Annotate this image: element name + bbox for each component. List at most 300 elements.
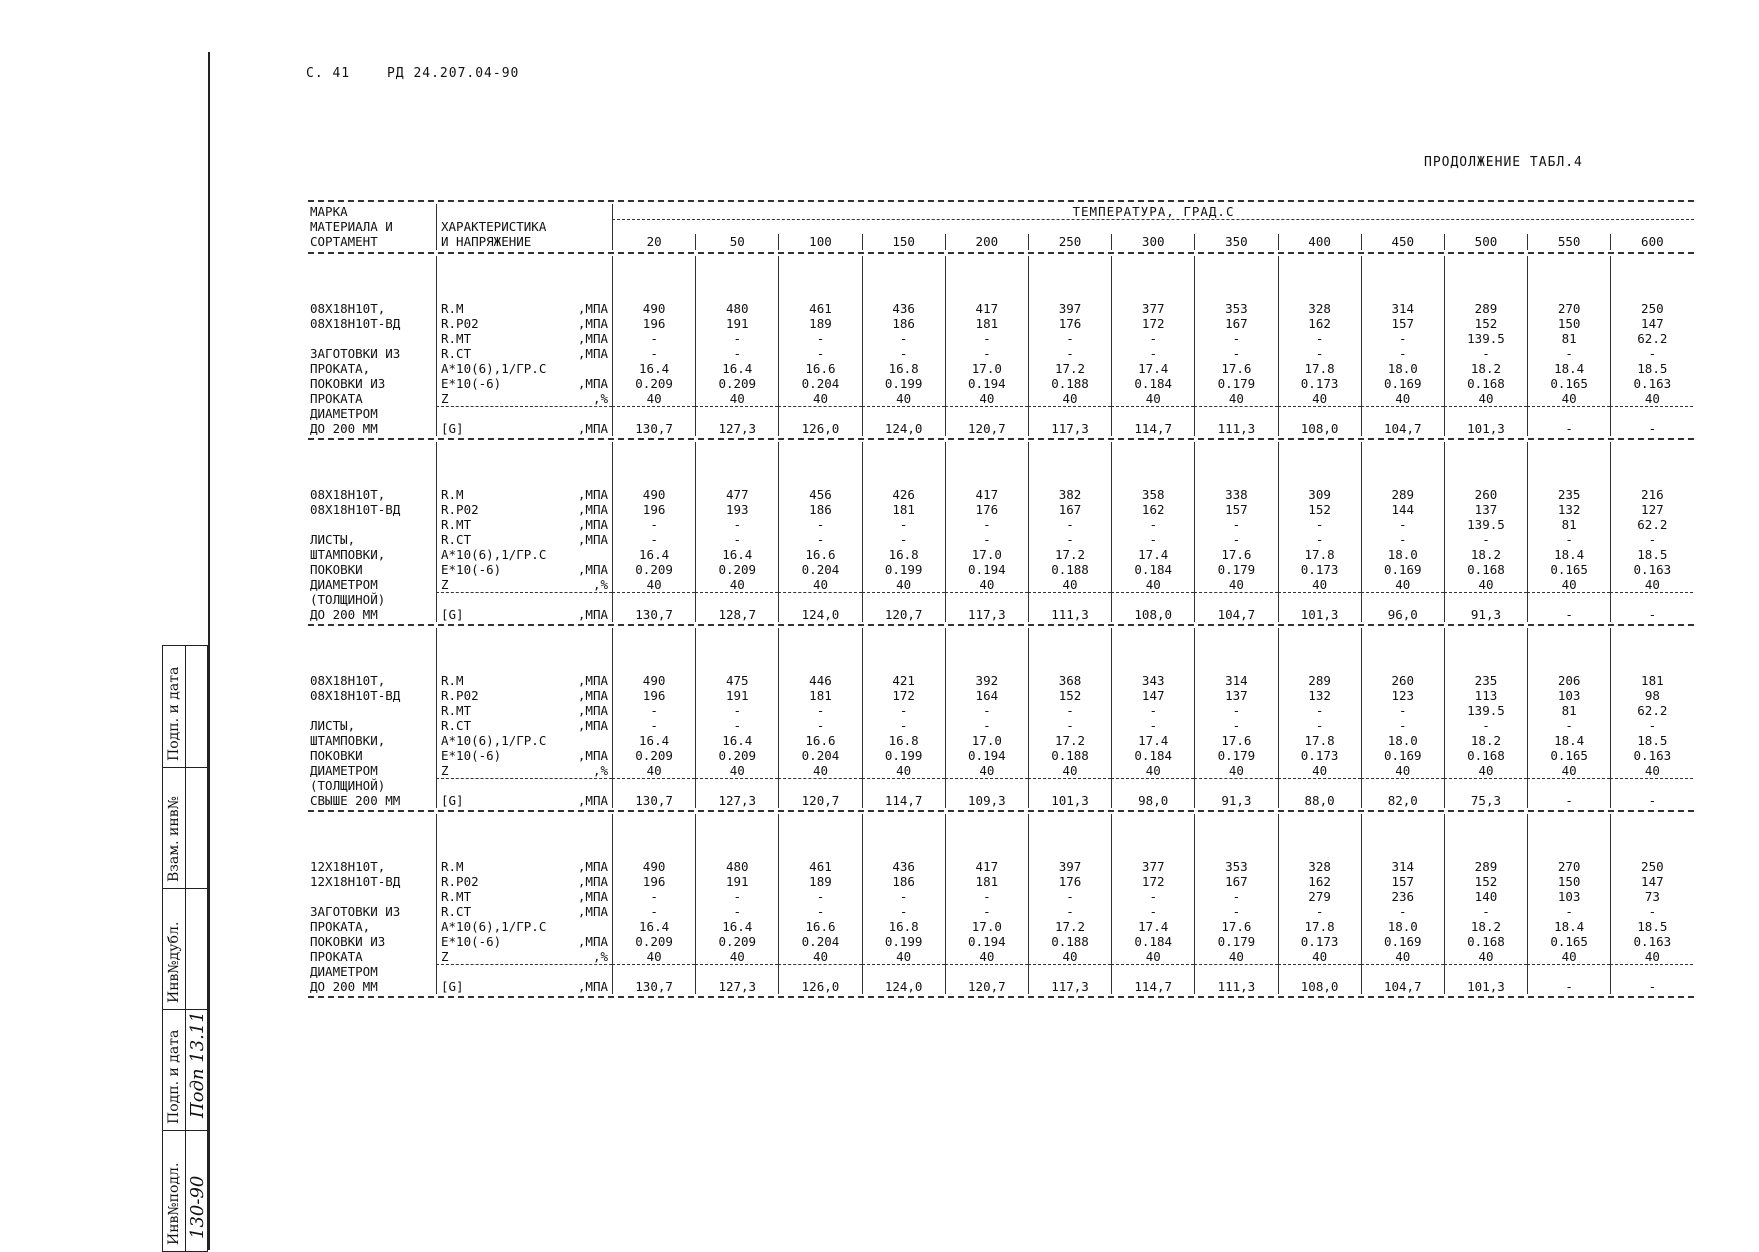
value-cell: - bbox=[612, 718, 695, 733]
char-cell bbox=[436, 964, 612, 979]
characteristic-unit: ,МПА bbox=[577, 859, 608, 874]
grade-label: ДО 200 ММ bbox=[310, 421, 378, 436]
value-cell: - bbox=[1028, 718, 1111, 733]
value-cell: - bbox=[1527, 421, 1610, 436]
table-row bbox=[308, 889, 1694, 904]
value-cell bbox=[1610, 406, 1693, 421]
value-cell: 436 bbox=[862, 859, 945, 874]
value-cell: - bbox=[778, 346, 861, 361]
value-cell: - bbox=[1610, 346, 1693, 361]
value-cell: 0.204 bbox=[778, 934, 861, 949]
value-cell: 147 bbox=[1610, 874, 1693, 889]
characteristic-name: R.MT bbox=[441, 331, 472, 346]
block-rule bbox=[308, 996, 1694, 998]
characteristic-cell bbox=[436, 889, 612, 904]
grade-label: ПРОКАТА, bbox=[310, 919, 371, 934]
value-cell: 0.209 bbox=[695, 934, 778, 949]
value-cell: 162 bbox=[1111, 502, 1194, 517]
value-cell: 127,3 bbox=[695, 421, 778, 436]
value-cell: 40 bbox=[1028, 577, 1111, 592]
value-cell bbox=[1278, 964, 1361, 979]
spacer-cell bbox=[862, 814, 945, 859]
value-cell: 417 bbox=[945, 301, 1028, 316]
value-cell: 62.2 bbox=[1610, 331, 1693, 346]
stamp-divider bbox=[185, 646, 186, 1251]
value-cell: 18.0 bbox=[1361, 361, 1444, 376]
value-cell: - bbox=[1111, 703, 1194, 718]
value-cell: 0.188 bbox=[1028, 562, 1111, 577]
temperature-col-600: 600 bbox=[1610, 234, 1693, 250]
value-cell: - bbox=[1527, 607, 1610, 622]
spacer-cell bbox=[436, 442, 612, 487]
value-cell: 456 bbox=[778, 487, 861, 502]
value-cell: - bbox=[945, 346, 1028, 361]
value-cell: 289 bbox=[1278, 673, 1361, 688]
grade-label: 12Х18Н10Т-ВД bbox=[310, 874, 401, 889]
block-rule bbox=[308, 624, 1694, 626]
value-cell: 40 bbox=[1111, 949, 1194, 964]
value-cell: 0.209 bbox=[695, 562, 778, 577]
spacer-cell bbox=[308, 628, 436, 673]
value-cell: 338 bbox=[1194, 487, 1277, 502]
characteristic-unit: ,МПА bbox=[577, 346, 608, 361]
characteristic-unit: ,МПА bbox=[577, 688, 608, 703]
stamp-cell-border bbox=[163, 767, 207, 768]
table-row bbox=[308, 517, 1694, 532]
value-cell bbox=[1194, 778, 1277, 793]
characteristic-cell bbox=[436, 733, 612, 748]
char-header-line: И НАПРЯЖЕНИЕ bbox=[436, 234, 612, 250]
table-row bbox=[308, 487, 1694, 502]
table-row bbox=[308, 964, 1694, 979]
table-row bbox=[308, 607, 1694, 622]
value-cell: - bbox=[612, 904, 695, 919]
value-cell: 114,7 bbox=[862, 793, 945, 808]
value-cell: - bbox=[1194, 517, 1277, 532]
value-cell: 176 bbox=[1028, 316, 1111, 331]
value-cell: 137 bbox=[1194, 688, 1277, 703]
value-cell: 117,3 bbox=[1028, 979, 1111, 994]
characteristic-name: [G] bbox=[441, 421, 464, 436]
characteristic-cell bbox=[436, 904, 612, 919]
value-cell: 40 bbox=[1194, 577, 1277, 592]
value-cell: - bbox=[695, 703, 778, 718]
spacer-cell bbox=[945, 814, 1028, 859]
value-cell: 40 bbox=[1610, 949, 1693, 964]
value-cell: - bbox=[1361, 331, 1444, 346]
value-cell: 17.0 bbox=[945, 361, 1028, 376]
value-cell: - bbox=[612, 517, 695, 532]
block-spacer bbox=[308, 442, 1694, 487]
value-cell: 17.6 bbox=[1194, 547, 1277, 562]
value-cell: 139.5 bbox=[1444, 331, 1527, 346]
grade-label: ДИАМЕТРОМ bbox=[310, 406, 378, 421]
value-cell: - bbox=[695, 718, 778, 733]
temperature-col-350: 350 bbox=[1194, 234, 1277, 250]
value-cell: 62.2 bbox=[1610, 703, 1693, 718]
value-cell: 191 bbox=[695, 316, 778, 331]
value-cell: - bbox=[945, 904, 1028, 919]
stamp-label: Подп. и дата bbox=[166, 666, 182, 761]
value-cell: 81 bbox=[1527, 517, 1610, 532]
value-cell: - bbox=[1111, 331, 1194, 346]
value-cell bbox=[612, 592, 695, 607]
grade-label: ДИАМЕТРОМ bbox=[310, 964, 378, 979]
value-cell: 120,7 bbox=[945, 979, 1028, 994]
value-cell: 162 bbox=[1278, 874, 1361, 889]
value-cell: - bbox=[778, 904, 861, 919]
temperature-header-row bbox=[308, 234, 1694, 250]
spacer-cell bbox=[1028, 442, 1111, 487]
value-cell bbox=[695, 592, 778, 607]
value-cell: 176 bbox=[1028, 874, 1111, 889]
value-cell: 117,3 bbox=[945, 607, 1028, 622]
value-cell: 0.209 bbox=[695, 376, 778, 391]
value-cell: 120,7 bbox=[945, 421, 1028, 436]
grade-label: ДИАМЕТРОМ bbox=[310, 577, 378, 592]
spacer-cell bbox=[778, 814, 861, 859]
table-row bbox=[308, 673, 1694, 688]
value-cell: 353 bbox=[1194, 859, 1277, 874]
char-header-line bbox=[436, 204, 612, 219]
value-cell: - bbox=[1194, 703, 1277, 718]
value-cell: 16.6 bbox=[778, 547, 861, 562]
value-cell: - bbox=[1278, 331, 1361, 346]
value-cell: 40 bbox=[612, 391, 695, 406]
value-cell bbox=[1028, 778, 1111, 793]
characteristic-name: Z bbox=[441, 949, 449, 964]
value-cell: 40 bbox=[945, 577, 1028, 592]
value-cell: - bbox=[1194, 904, 1277, 919]
value-cell: 260 bbox=[1361, 673, 1444, 688]
value-cell: 0.188 bbox=[1028, 376, 1111, 391]
value-cell: 103 bbox=[1527, 889, 1610, 904]
value-cell: 114,7 bbox=[1111, 979, 1194, 994]
value-cell bbox=[1361, 406, 1444, 421]
characteristic-name: A*10(6),1/ГР.С bbox=[441, 547, 547, 562]
characteristic-unit: ,% bbox=[592, 949, 608, 964]
value-cell: 113 bbox=[1444, 688, 1527, 703]
value-cell: 147 bbox=[1610, 316, 1693, 331]
temperature-col-20: 20 bbox=[612, 234, 695, 250]
table-row bbox=[308, 346, 1694, 361]
spacer-cell bbox=[862, 628, 945, 673]
value-cell: 17.8 bbox=[1278, 361, 1361, 376]
spacer-cell bbox=[1444, 442, 1527, 487]
value-cell: 98,0 bbox=[1111, 793, 1194, 808]
value-cell: - bbox=[1028, 517, 1111, 532]
value-cell: 40 bbox=[695, 949, 778, 964]
characteristic-unit: ,МПА bbox=[577, 607, 608, 622]
value-cell: 314 bbox=[1361, 859, 1444, 874]
characteristic-cell bbox=[436, 346, 612, 361]
table-row bbox=[308, 361, 1694, 376]
value-cell: - bbox=[1028, 532, 1111, 547]
characteristic-name: R.M bbox=[441, 673, 464, 688]
temperature-col-400: 400 bbox=[1278, 234, 1361, 250]
value-cell: 40 bbox=[1361, 763, 1444, 778]
value-cell: 40 bbox=[1527, 391, 1610, 406]
value-cell: 40 bbox=[695, 763, 778, 778]
value-cell: 111,3 bbox=[1028, 607, 1111, 622]
value-cell: 186 bbox=[778, 502, 861, 517]
characteristic-name: R.CT bbox=[441, 532, 472, 547]
value-cell: 0.169 bbox=[1361, 934, 1444, 949]
grade-header-line: МАРКА bbox=[310, 204, 348, 219]
value-cell: - bbox=[1194, 889, 1277, 904]
value-cell: 0.168 bbox=[1444, 748, 1527, 763]
value-cell: - bbox=[612, 532, 695, 547]
value-cell: - bbox=[612, 889, 695, 904]
value-cell bbox=[1361, 964, 1444, 979]
table-row bbox=[308, 331, 1694, 346]
grade-header-line: МАТЕРИАЛА И bbox=[310, 219, 393, 234]
value-cell: 490 bbox=[612, 301, 695, 316]
temperature-col-50: 50 bbox=[695, 234, 778, 250]
header-rule bbox=[308, 252, 1694, 254]
value-cell: 124,0 bbox=[778, 607, 861, 622]
characteristic-name: [G] bbox=[441, 979, 464, 994]
value-cell: 40 bbox=[778, 391, 861, 406]
characteristic-unit: ,МПА bbox=[577, 748, 608, 763]
value-cell: 40 bbox=[1278, 577, 1361, 592]
value-cell: 167 bbox=[1194, 874, 1277, 889]
spacer-cell bbox=[1527, 814, 1610, 859]
value-cell: 0.209 bbox=[612, 562, 695, 577]
value-cell: - bbox=[862, 517, 945, 532]
value-cell: - bbox=[778, 532, 861, 547]
characteristic-name: R.MT bbox=[441, 703, 472, 718]
value-cell: 81 bbox=[1527, 331, 1610, 346]
value-cell: - bbox=[862, 331, 945, 346]
value-cell: 0.173 bbox=[1278, 934, 1361, 949]
spacer-cell bbox=[1527, 628, 1610, 673]
value-cell: 40 bbox=[1610, 577, 1693, 592]
characteristic-cell bbox=[436, 487, 612, 502]
grade-label: ПОКОВКИ bbox=[310, 562, 363, 577]
value-cell: 0.184 bbox=[1111, 934, 1194, 949]
characteristic-cell bbox=[436, 607, 612, 622]
spacer-cell bbox=[945, 256, 1028, 301]
value-cell: 181 bbox=[945, 316, 1028, 331]
spacer-cell bbox=[1527, 442, 1610, 487]
spacer-cell bbox=[1361, 814, 1444, 859]
value-cell: 40 bbox=[778, 763, 861, 778]
spacer-cell bbox=[695, 256, 778, 301]
spacer-cell bbox=[1361, 628, 1444, 673]
value-cell: 152 bbox=[1444, 316, 1527, 331]
characteristic-name: [G] bbox=[441, 793, 464, 808]
value-cell: 18.4 bbox=[1527, 733, 1610, 748]
value-cell bbox=[1444, 406, 1527, 421]
characteristic-unit: ,МПА bbox=[577, 718, 608, 733]
value-cell: 270 bbox=[1527, 859, 1610, 874]
value-cell bbox=[1527, 592, 1610, 607]
value-cell: 137 bbox=[1444, 502, 1527, 517]
value-cell: - bbox=[1278, 718, 1361, 733]
table-row bbox=[308, 562, 1694, 577]
value-cell: - bbox=[1527, 718, 1610, 733]
table-row bbox=[308, 793, 1694, 808]
value-cell: 157 bbox=[1361, 316, 1444, 331]
value-cell: 17.4 bbox=[1111, 919, 1194, 934]
value-cell: 40 bbox=[1278, 391, 1361, 406]
grade-label: 08Х18Н10Т-ВД bbox=[310, 688, 401, 703]
value-cell: 126,0 bbox=[778, 979, 861, 994]
value-cell: 40 bbox=[1111, 391, 1194, 406]
characteristic-name: R.MT bbox=[441, 889, 472, 904]
value-cell: 0.179 bbox=[1194, 934, 1277, 949]
value-cell: 40 bbox=[1361, 949, 1444, 964]
value-cell: 162 bbox=[1278, 316, 1361, 331]
characteristic-cell bbox=[436, 577, 612, 592]
value-cell: - bbox=[862, 703, 945, 718]
value-cell: 181 bbox=[945, 874, 1028, 889]
characteristic-unit: ,МПА bbox=[577, 979, 608, 994]
block-rule bbox=[308, 810, 1694, 812]
value-cell: 18.5 bbox=[1610, 919, 1693, 934]
value-cell: - bbox=[862, 889, 945, 904]
value-cell: - bbox=[1610, 718, 1693, 733]
characteristic-name: R.P02 bbox=[441, 688, 479, 703]
value-cell: 40 bbox=[778, 949, 861, 964]
characteristic-cell bbox=[436, 874, 612, 889]
grade-label: ПОКОВКИ ИЗ bbox=[310, 934, 386, 949]
characteristic-cell bbox=[436, 934, 612, 949]
value-cell: 144 bbox=[1361, 502, 1444, 517]
value-cell: - bbox=[1028, 331, 1111, 346]
value-cell: 0.173 bbox=[1278, 376, 1361, 391]
grade-label: (ТОЛЩИНОЙ) bbox=[310, 592, 386, 607]
grade-label: ПРОКАТА bbox=[310, 949, 363, 964]
value-cell: - bbox=[1278, 517, 1361, 532]
value-cell: 40 bbox=[1527, 763, 1610, 778]
value-cell: 0.165 bbox=[1527, 562, 1610, 577]
grade-label bbox=[308, 517, 436, 532]
value-cell: 0.169 bbox=[1361, 562, 1444, 577]
value-cell: - bbox=[862, 532, 945, 547]
block-spacer bbox=[308, 814, 1694, 859]
value-cell: 392 bbox=[945, 673, 1028, 688]
value-cell: 377 bbox=[1111, 859, 1194, 874]
temperature-col-500: 500 bbox=[1444, 234, 1527, 250]
spacer-cell bbox=[1278, 814, 1361, 859]
characteristic-cell bbox=[436, 391, 612, 406]
value-cell: 18.4 bbox=[1527, 361, 1610, 376]
temperature-col-200: 200 bbox=[945, 234, 1028, 250]
value-cell: 17.2 bbox=[1028, 733, 1111, 748]
value-cell bbox=[1111, 592, 1194, 607]
value-cell: 196 bbox=[612, 688, 695, 703]
value-cell: 101,3 bbox=[1444, 979, 1527, 994]
spacer-cell bbox=[1111, 442, 1194, 487]
spacer-cell bbox=[1111, 814, 1194, 859]
value-cell: 104,7 bbox=[1194, 607, 1277, 622]
table-row bbox=[308, 904, 1694, 919]
characteristic-cell bbox=[436, 502, 612, 517]
spacer-cell bbox=[612, 814, 695, 859]
value-cell bbox=[1278, 592, 1361, 607]
value-cell: 40 bbox=[1028, 763, 1111, 778]
value-cell: 40 bbox=[862, 763, 945, 778]
value-cell: 17.0 bbox=[945, 733, 1028, 748]
value-cell: 172 bbox=[862, 688, 945, 703]
spacer-cell bbox=[1444, 814, 1527, 859]
characteristic-unit: ,МПА bbox=[577, 904, 608, 919]
value-cell: 0.209 bbox=[612, 748, 695, 763]
value-cell: 40 bbox=[1444, 577, 1527, 592]
value-cell: 120,7 bbox=[778, 793, 861, 808]
table-row bbox=[308, 874, 1694, 889]
value-cell: 40 bbox=[1194, 949, 1277, 964]
characteristic-name: R.CT bbox=[441, 904, 472, 919]
value-cell: 186 bbox=[862, 316, 945, 331]
characteristic-cell bbox=[436, 301, 612, 316]
value-cell: 40 bbox=[1361, 577, 1444, 592]
value-cell: 17.4 bbox=[1111, 361, 1194, 376]
value-cell: 150 bbox=[1527, 874, 1610, 889]
spacer-cell bbox=[1278, 442, 1361, 487]
value-cell: - bbox=[945, 532, 1028, 547]
grade-label: 08Х18Н10Т, bbox=[310, 301, 386, 316]
value-cell: 127,3 bbox=[695, 793, 778, 808]
value-cell: 40 bbox=[612, 949, 695, 964]
value-cell bbox=[1028, 964, 1111, 979]
value-cell: 114,7 bbox=[1111, 421, 1194, 436]
value-cell: 126,0 bbox=[778, 421, 861, 436]
value-cell: 40 bbox=[695, 391, 778, 406]
value-cell: 0.194 bbox=[945, 748, 1028, 763]
value-cell: - bbox=[1278, 346, 1361, 361]
value-cell: - bbox=[778, 703, 861, 718]
grade-header-line: СОРТАМЕНТ bbox=[310, 234, 378, 249]
value-cell: 17.8 bbox=[1278, 547, 1361, 562]
value-cell: 16.6 bbox=[778, 919, 861, 934]
value-cell: 164 bbox=[945, 688, 1028, 703]
spacer-cell bbox=[612, 628, 695, 673]
value-cell: 40 bbox=[1028, 391, 1111, 406]
value-cell: - bbox=[1610, 607, 1693, 622]
spacer-cell bbox=[436, 628, 612, 673]
value-cell: 18.2 bbox=[1444, 547, 1527, 562]
value-cell: 0.163 bbox=[1610, 934, 1693, 949]
value-cell: 18.2 bbox=[1444, 361, 1527, 376]
value-cell: 461 bbox=[778, 301, 861, 316]
value-cell: 40 bbox=[862, 577, 945, 592]
value-cell: 196 bbox=[612, 316, 695, 331]
value-cell: 377 bbox=[1111, 301, 1194, 316]
value-cell: - bbox=[1610, 793, 1693, 808]
value-cell: 120,7 bbox=[862, 607, 945, 622]
value-cell: 17.4 bbox=[1111, 733, 1194, 748]
value-cell: 186 bbox=[862, 874, 945, 889]
table-row bbox=[308, 703, 1694, 718]
value-cell: 123 bbox=[1361, 688, 1444, 703]
value-cell: - bbox=[862, 346, 945, 361]
value-cell: 17.0 bbox=[945, 919, 1028, 934]
value-cell: 18.2 bbox=[1444, 919, 1527, 934]
value-cell: - bbox=[778, 331, 861, 346]
value-cell: 16.4 bbox=[612, 733, 695, 748]
value-cell: - bbox=[612, 331, 695, 346]
value-cell: 40 bbox=[945, 949, 1028, 964]
stamp-label: Инв№дубл. bbox=[166, 921, 182, 1003]
value-cell: 130,7 bbox=[612, 979, 695, 994]
value-cell bbox=[695, 406, 778, 421]
value-cell: 167 bbox=[1194, 316, 1277, 331]
properties-table bbox=[308, 198, 1694, 1000]
grade-label: ШТАМПОВКИ, bbox=[310, 733, 386, 748]
